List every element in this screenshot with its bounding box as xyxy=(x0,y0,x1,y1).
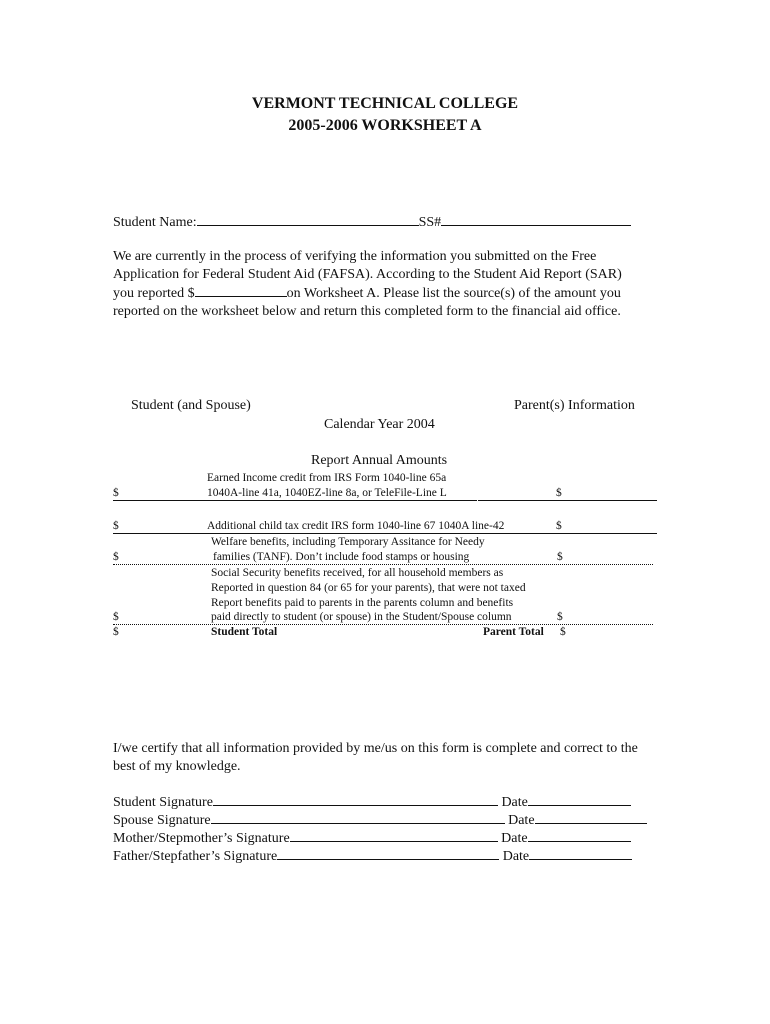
earned-income-student-line[interactable] xyxy=(113,500,477,501)
dollar-sign: $ xyxy=(113,626,119,638)
earned-income-desc-2: 1040A-line 41a, 1040EZ-line 8a, or TeleFile-Line L xyxy=(207,487,447,499)
form-subtitle: 2005-2006 WORKSHEET A xyxy=(288,117,482,134)
ss-number-field[interactable] xyxy=(441,213,631,226)
dollar-sign: $ xyxy=(557,551,563,563)
student-total-label: Student Total xyxy=(211,626,278,638)
earned-income-desc-1: Earned Income credit from IRS Form 1040-line 65a xyxy=(207,472,447,484)
child-tax-credit-desc: Additional child tax credit IRS form 1040-line 67 1040A line-42 xyxy=(207,520,505,532)
date-label: Date xyxy=(501,795,528,810)
dollar-sign: $ xyxy=(113,611,119,623)
date-label: Date xyxy=(501,831,528,846)
certification-text: I/we certify that all information provided by me/us on this form is complete and correct to the best of my knowledge. xyxy=(113,741,638,774)
date-label: Date xyxy=(502,849,530,864)
dollar-sign: $ xyxy=(556,487,562,499)
father-signature-row xyxy=(113,847,632,865)
child-tax-credit-line[interactable] xyxy=(113,533,657,534)
form-title: VERMONT TECHNICAL COLLEGE xyxy=(251,95,519,112)
spouse-date-field[interactable] xyxy=(535,811,647,824)
intro-paragraph xyxy=(113,248,643,321)
earned-income-parent-line[interactable] xyxy=(478,500,657,501)
dollar-sign: $ xyxy=(557,611,563,623)
dollar-sign: $ xyxy=(113,487,119,499)
welfare-line[interactable] xyxy=(113,564,653,565)
social-security-desc-2: Reported in question 84 (or 65 for your parents), that were not taxed xyxy=(211,582,526,594)
dollar-sign: $ xyxy=(560,626,566,638)
welfare-desc-1: Welfare benefits, including Temporary Assitance for Needy xyxy=(211,536,485,548)
report-amounts-heading: Report Annual Amounts xyxy=(311,453,448,468)
father-signature-field[interactable] xyxy=(277,847,499,860)
student-date-field[interactable] xyxy=(528,793,631,806)
spouse-signature-field[interactable] xyxy=(211,811,505,824)
student-name-row xyxy=(113,213,631,231)
parent-column-heading: Parent(s) Information xyxy=(514,398,635,413)
welfare-desc-2: families (TANF). Don’t include food stamps or housing xyxy=(213,551,470,563)
spouse-signature-label: Spouse Signature xyxy=(113,813,211,828)
mother-signature-field[interactable] xyxy=(290,829,498,842)
student-signature-label: Student Signature xyxy=(113,795,213,810)
ss-label: SS# xyxy=(418,215,442,230)
social-security-line[interactable] xyxy=(113,624,653,625)
spouse-signature-row xyxy=(113,811,647,829)
mother-date-field[interactable] xyxy=(528,829,631,842)
intro-text-part1: We are currently in the process of verifying the information you submitted on the Free Application for Federal Student Aid (FAFSA). According to the Student Aid Report (SAR) you reported $ xyxy=(113,249,622,301)
date-label: Date xyxy=(508,813,535,828)
dollar-sign: $ xyxy=(113,520,119,532)
social-security-desc-1: Social Security benefits received, for all household members as xyxy=(211,567,504,579)
dollar-sign: $ xyxy=(556,520,562,532)
parent-total-label: Parent Total xyxy=(483,626,544,638)
father-signature-label: Father/Stepfather’s Signature xyxy=(113,849,278,864)
reported-amount-field[interactable] xyxy=(195,284,287,297)
student-signature-field[interactable] xyxy=(213,793,498,806)
mother-signature-label: Mother/Stepmother’s Signature xyxy=(113,831,290,846)
dollar-sign: $ xyxy=(113,551,119,563)
student-signature-row xyxy=(113,793,631,811)
calendar-year-heading: Calendar Year 2004 xyxy=(324,417,435,432)
student-name-field[interactable] xyxy=(197,213,419,226)
student-name-label: Student Name: xyxy=(113,215,197,230)
intro-text-part2: on Worksheet A. Please list the source(s) of the amount you reported on the worksheet below and return this completed form to the financial aid office. xyxy=(113,286,621,319)
student-column-heading: Student (and Spouse) xyxy=(131,398,251,413)
social-security-desc-4: paid directly to student (or spouse) in the Student/Spouse column xyxy=(211,611,512,623)
mother-signature-row xyxy=(113,829,631,847)
social-security-desc-3: Report benefits paid to parents in the parents column and benefits xyxy=(211,597,514,609)
father-date-field[interactable] xyxy=(529,847,632,860)
